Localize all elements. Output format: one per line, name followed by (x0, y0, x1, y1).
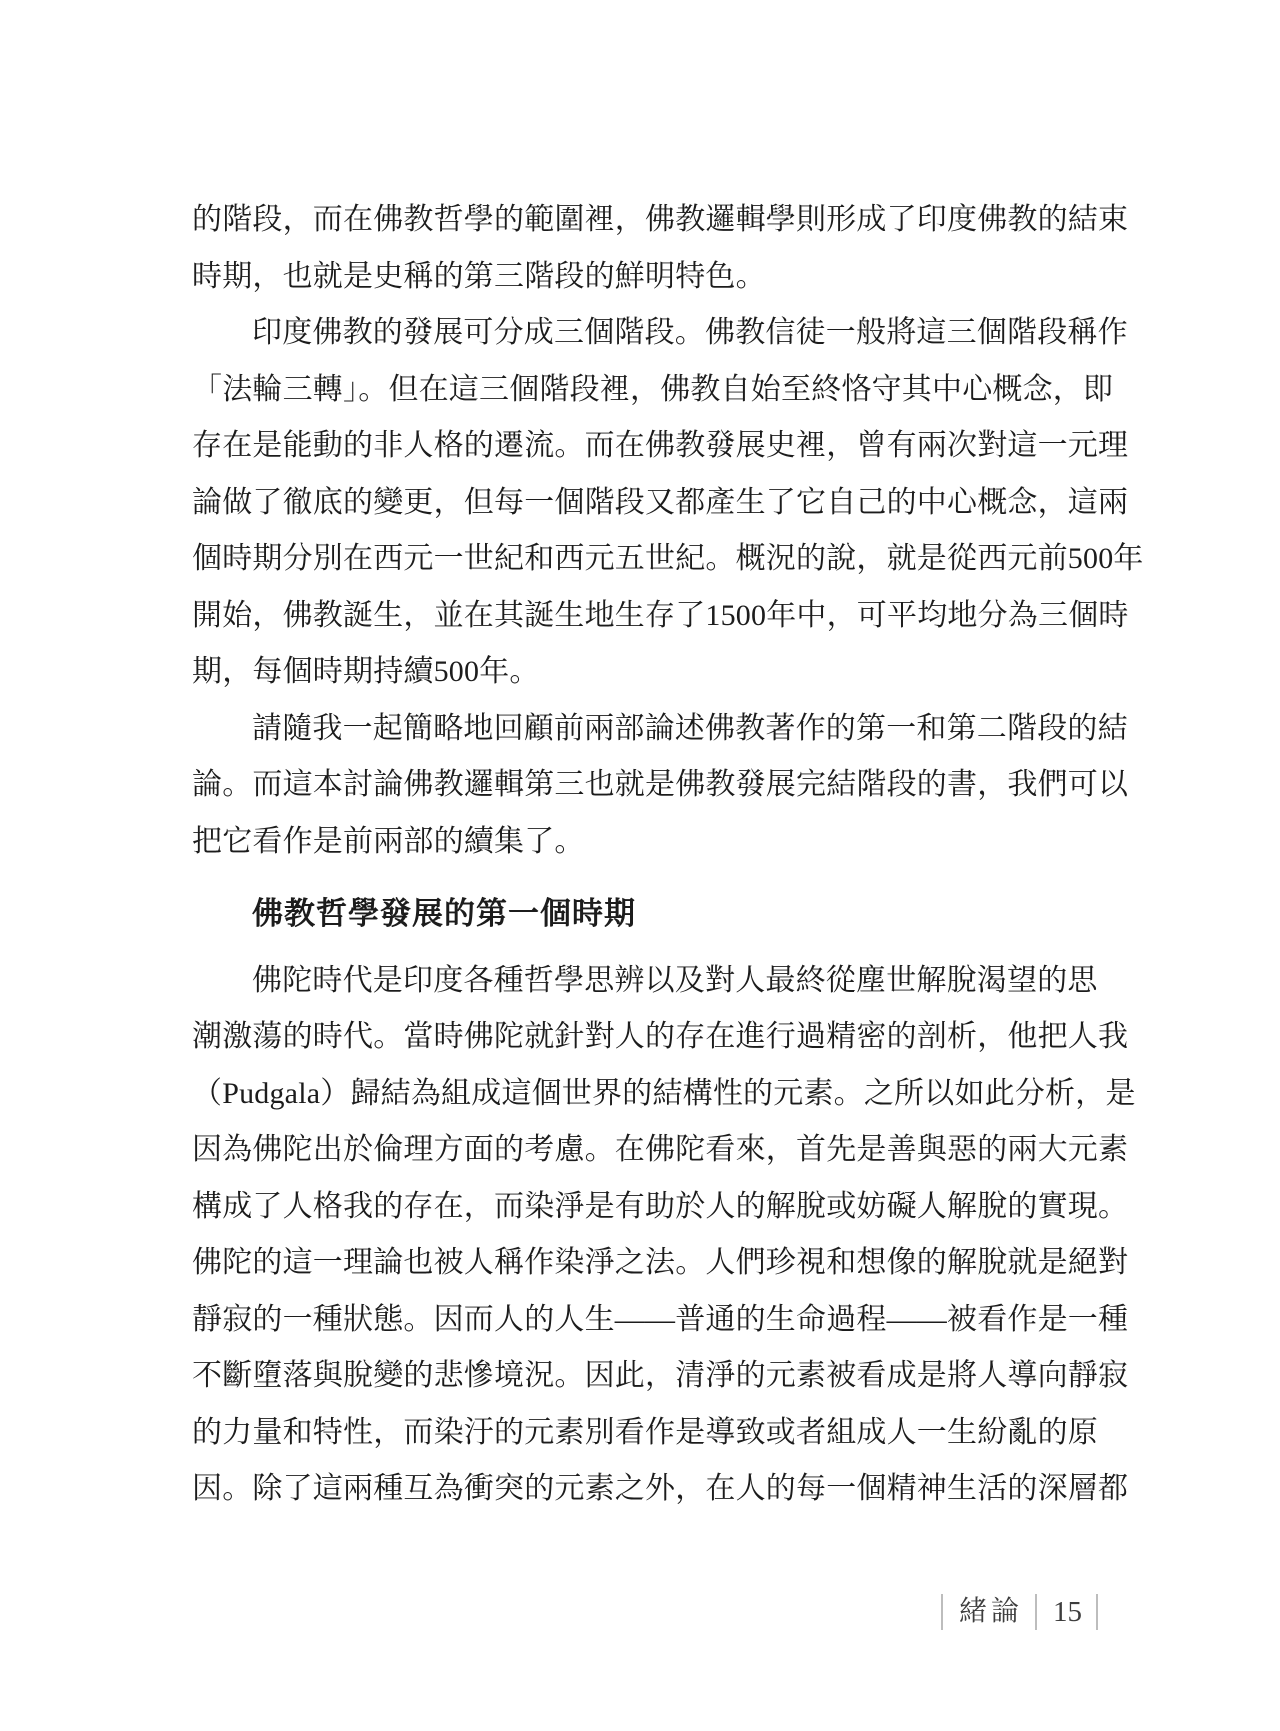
text-line: 開始，佛教誕生，並在其誕生地生存了1500年中，可平均地分為三個時 (192, 598, 1129, 632)
text-line: 靜寂的一種狀態。因而人的人生——普通的生命過程——被看作是一種 (192, 1302, 1129, 1336)
footer (941, 1592, 1098, 1632)
footer-page-number: 15 (1053, 1596, 1082, 1628)
text-line: 因。除了這兩種互為衝突的元素之外，在人的每一個精神生活的深層都 (192, 1472, 1129, 1505)
text-line: 「法輪三轉」。但在這三個階段裡，佛教自始至終恪守其中心概念，即 (192, 372, 1114, 406)
text-line: 的力量和特性，而染汙的元素別看作是導致或者組成人一生紛亂的原 (192, 1415, 1098, 1449)
text-line: 期，每個時期持續500年。 (192, 655, 540, 688)
text-line: 把它看作是前兩部的續集了。 (192, 824, 585, 858)
text-line: 的階段，而在佛教哲學的範圍裡，佛教邏輯學則形成了印度佛教的結束 (192, 203, 1129, 236)
footer-divider-middle (1035, 1594, 1037, 1630)
text-line: 潮激蕩的時代。當時佛陀就針對人的存在進行過精密的剖析，他把人我 (192, 1020, 1129, 1053)
text-line: 請隨我一起簡略地回顧前兩部論述佛教著作的第一和第二階段的結 (252, 711, 1128, 745)
text-line: （Pudgala）歸結為組成這個世界的結構性的元素。之所以如此分析，是 (192, 1076, 1136, 1110)
text-line: 論做了徹底的變更，但每一個階段又都產生了它自己的中心概念，這兩 (192, 485, 1129, 519)
text-column (192, 192, 1144, 1518)
text-line: 存在是能動的非人格的遷流。而在佛教發展史裡，曾有兩次對這一元理 (192, 429, 1129, 462)
text-line: 佛陀的這一理論也被人稱作染淨之法。人們珍視和想像的解脫就是絕對 (192, 1246, 1129, 1279)
section-heading: 佛教哲學發展的第一個時期 (252, 896, 636, 931)
text-line: 時期，也就是史稱的第三階段的鮮明特色。 (192, 259, 766, 293)
text-line: 印度佛教的發展可分成三個階段。佛教信徒一般將這三個階段稱作 (252, 316, 1128, 349)
text-line: 不斷墮落與脫變的悲慘境況。因此，清淨的元素被看成是將人導向靜寂 (192, 1359, 1129, 1392)
text-line: 佛陀時代是印度各種哲學思辨以及對人最終從塵世解脫渴望的思 (252, 963, 1098, 997)
footer-divider-left (941, 1594, 943, 1630)
text-line: 構成了人格我的存在，而染淨是有助於人的解脫或妨礙人解脫的實現。 (192, 1189, 1129, 1223)
footer-section-label: 緒論 (958, 1596, 1023, 1627)
text-line: 個時期分別在西元一世紀和西元五世紀。概況的說，就是從西元前500年 (192, 542, 1144, 575)
text-line: 論。而這本討論佛教邏輯第三也就是佛教發展完結階段的書，我們可以 (192, 768, 1129, 801)
text-line: 因為佛陀出於倫理方面的考慮。在佛陀看來，首先是善與惡的兩大元素 (192, 1133, 1129, 1166)
footer-divider-right (1096, 1594, 1098, 1630)
